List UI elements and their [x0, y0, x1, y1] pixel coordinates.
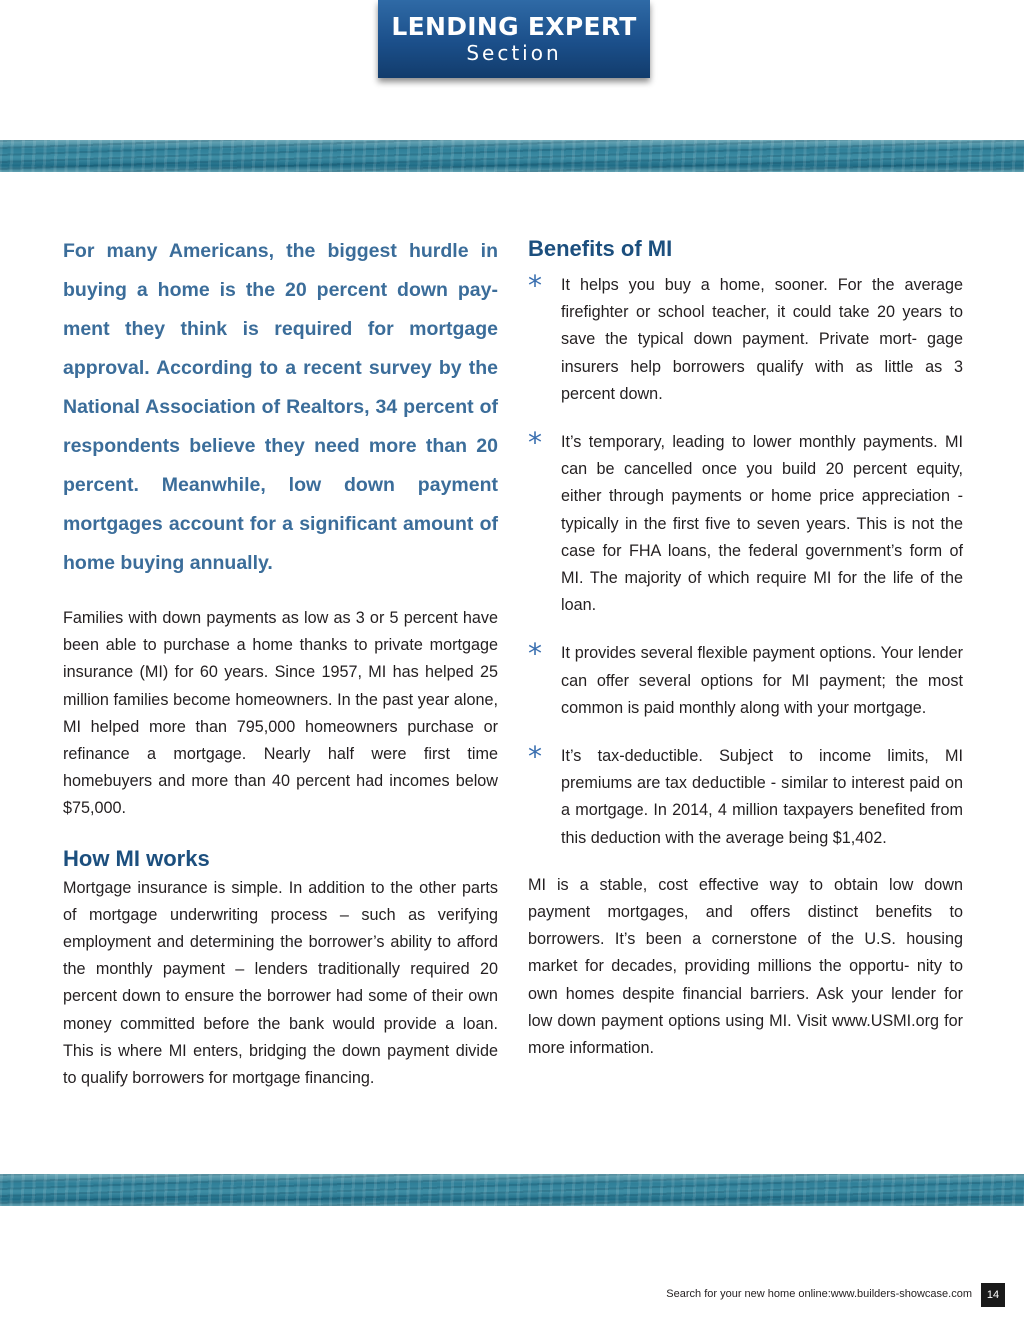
- benefit-text: It provides several flexible payment options. Your lender can offer several options for MI payment; the most common is paid monthly along with your mortgage.: [561, 644, 963, 717]
- asterisk-bullet-icon: *: [528, 637, 542, 671]
- benefit-item: [528, 740, 963, 852]
- asterisk-bullet-icon: *: [528, 426, 542, 460]
- closing-paragraph: MI is a stable, cost effective way to obtain low down payment mortgages, and offers distinct benefits to borrowers. It’s been a cornerstone of the U.S. housing market for decades, providing millions the opportu- nity to own homes despite financial barriers. Ask your lender for low down payment options using MI. Visit www.USMI.org for more information.: [528, 875, 963, 1058]
- section-header-title: LENDING EXPERT: [391, 12, 637, 41]
- decorative-top-band: [0, 140, 1024, 172]
- mi-history-paragraph: Families with down payments as low as 3 or 5 percent have been able to purchase a home thanks to private mortgage insurance (MI) for 60 years. Since 1957, MI has helped 25 million families become homeowners. In the past year alone, MI helped more than 795,000 homeowners purchase or refinance a mortgage. Nearly half were first time homebuyers and more than 40 percent had incomes below $75,000.: [63, 609, 498, 818]
- benefit-item: [528, 637, 963, 722]
- benefit-text: It’s tax-deductible. Subject to income limits, MI premiums are tax deductible - similar to interest paid on a mortgage. In 2014, 4 million taxpayers benefited from this deduction with the average being $1,402.: [561, 747, 963, 847]
- how-mi-works-paragraph: Mortgage insurance is simple. In addition to the other parts of mortgage underwriting process – such as verifying employment and determining the borrower’s ability to afford the monthly payment – lenders traditionally required 20 percent down to ensure the borrower had some of their own money committed before the bank would provide a loan. This is where MI enters, bridging the down payment divide to qualify borrowers for mortgage financing.: [63, 878, 498, 1088]
- how-mi-works-heading: How MI works: [63, 845, 210, 871]
- section-header-subtitle: Section: [466, 41, 562, 65]
- decorative-bottom-band: [0, 1174, 1024, 1206]
- footer-search-text: Search for your new home online:www.builders-showcase.com: [666, 1288, 972, 1300]
- benefit-text: It helps you buy a home, sooner. For the average firefighter or school teacher, it could take 20 years to save the typical down payment. Private mort- gage insurers help borrowers qualify with as little as 3 percent down.: [561, 276, 963, 403]
- benefits-list: [528, 269, 963, 852]
- asterisk-bullet-icon: *: [528, 269, 542, 302]
- benefits-heading: Benefits of MI: [528, 236, 673, 261]
- benefit-item: [528, 426, 963, 619]
- left-column: [63, 232, 498, 1092]
- section-header-tab: [378, 0, 650, 78]
- page-number: 14: [981, 1283, 1005, 1307]
- benefit-item: [528, 269, 963, 408]
- intro-paragraph: For many Americans, the biggest hurdle in buying a home is the 20 percent down pay- ment they think is required for mortgage approval. According to a recent survey by the National Association of Realtors, 34 percent of respondents believe they need more than 20 percent. Meanwhile, low down payment mortgages account for a significant amount of home buying annually.: [63, 240, 498, 574]
- asterisk-bullet-icon: *: [528, 740, 542, 774]
- right-column: [528, 232, 963, 1062]
- benefit-text: It’s temporary, leading to lower monthly payments. MI can be cancelled once you build 20 percent equity, either through payments or home price appreciation - typically in the first five to seven years. This is not the case for FHA loans, the federal government’s form of MI. The majority of which require MI for the life of the loan.: [561, 433, 963, 615]
